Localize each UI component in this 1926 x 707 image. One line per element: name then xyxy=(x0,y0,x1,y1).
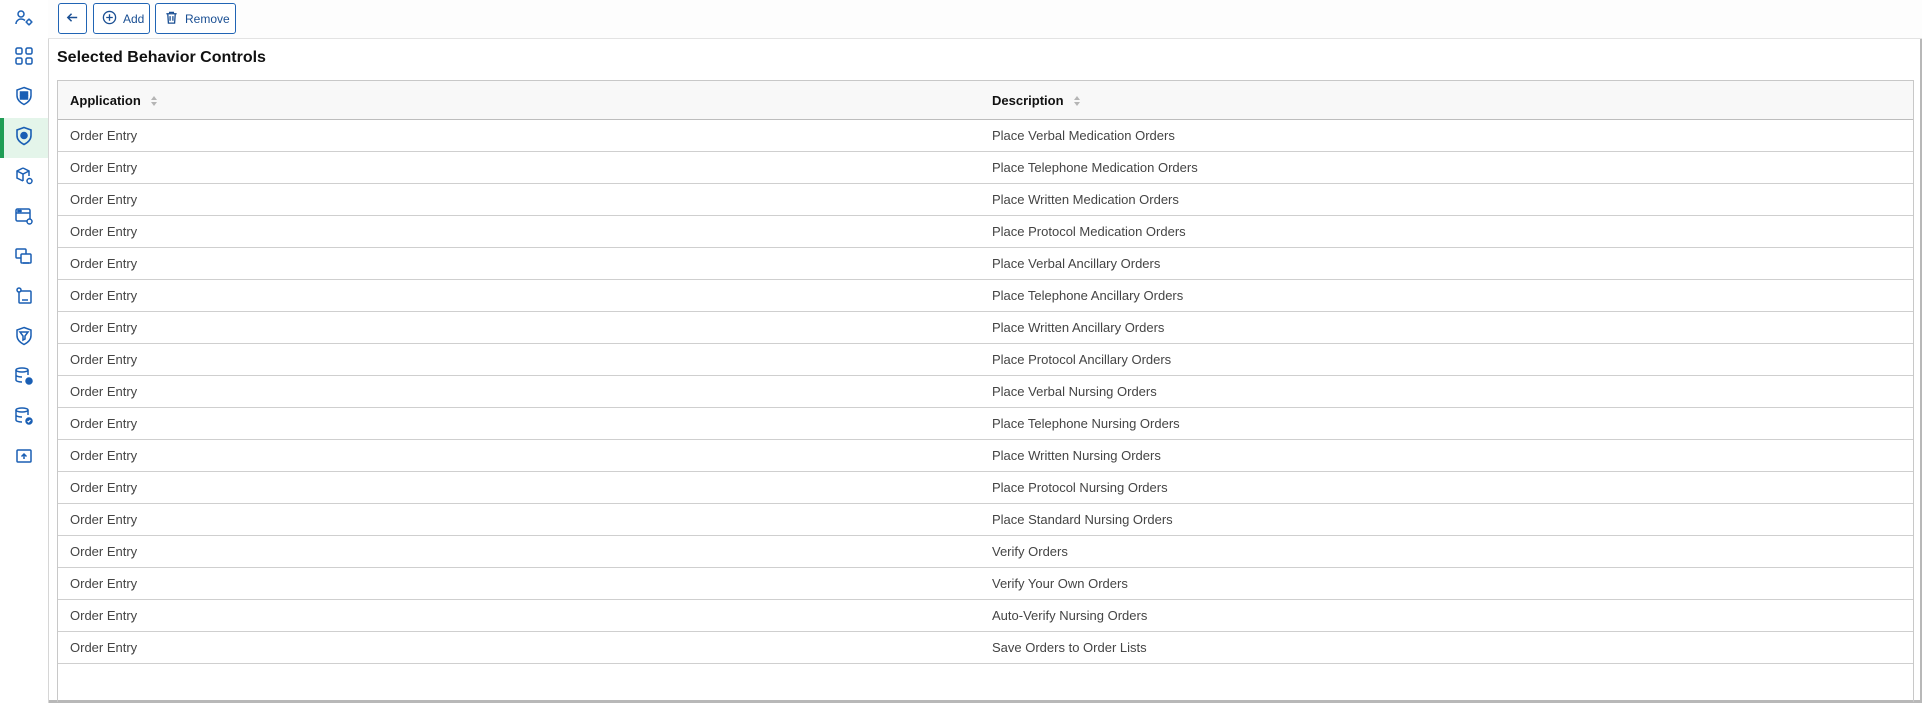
cube-settings-icon xyxy=(14,166,34,191)
sidebar-item-shield-grid[interactable] xyxy=(0,78,48,118)
cell-description: Place Standard Nursing Orders xyxy=(980,504,1913,536)
plus-circle-icon xyxy=(102,10,117,28)
table-row[interactable] xyxy=(58,376,1913,408)
trash-icon xyxy=(164,10,179,28)
cell-application: Order Entry xyxy=(58,536,980,568)
cell-application: Order Entry xyxy=(58,152,980,184)
sidebar-item-apps[interactable] xyxy=(0,38,48,78)
cell-application: Order Entry xyxy=(58,600,980,632)
cell-application: Order Entry xyxy=(58,632,980,664)
sidebar-item-database[interactable] xyxy=(0,358,48,398)
cell-application: Order Entry xyxy=(58,120,980,152)
sidebar-item-packages[interactable] xyxy=(0,158,48,198)
table-body xyxy=(58,120,1913,664)
user-settings-icon xyxy=(14,8,34,33)
table-row[interactable] xyxy=(58,472,1913,504)
add-button-label: Add xyxy=(123,11,145,26)
table-row[interactable] xyxy=(58,344,1913,376)
cell-description: Place Telephone Ancillary Orders xyxy=(980,280,1913,312)
shield-check-icon xyxy=(14,126,34,151)
table-row[interactable] xyxy=(58,568,1913,600)
table-row[interactable] xyxy=(58,504,1913,536)
page-title: Selected Behavior Controls xyxy=(57,49,266,66)
cell-application: Order Entry xyxy=(58,504,980,536)
table-row[interactable] xyxy=(58,632,1913,664)
sort-icon xyxy=(150,95,158,107)
toolbar xyxy=(48,0,1922,39)
cell-description: Verify Your Own Orders xyxy=(980,568,1913,600)
cell-description: Place Written Medication Orders xyxy=(980,184,1913,216)
table-row[interactable] xyxy=(58,600,1913,632)
window-settings-icon xyxy=(14,206,34,231)
cell-description: Save Orders to Order Lists xyxy=(980,632,1913,664)
cell-application: Order Entry xyxy=(58,408,980,440)
cell-application: Order Entry xyxy=(58,248,980,280)
sidebar-item-users[interactable] xyxy=(0,0,48,40)
cell-application: Order Entry xyxy=(58,312,980,344)
cell-application: Order Entry xyxy=(58,376,980,408)
sidebar-item-behavior-controls[interactable] xyxy=(0,118,48,158)
devices-icon xyxy=(14,246,34,271)
table-header-row xyxy=(58,81,1913,120)
cell-description: Place Protocol Medication Orders xyxy=(980,216,1913,248)
column-header-label: Description xyxy=(992,92,1064,108)
sidebar-item-database-verified[interactable] xyxy=(0,398,48,438)
cell-description: Auto-Verify Nursing Orders xyxy=(980,600,1913,632)
sidebar-item-uploads[interactable] xyxy=(0,438,48,478)
cell-description: Place Telephone Nursing Orders xyxy=(980,408,1913,440)
table-row[interactable] xyxy=(58,184,1913,216)
cell-application: Order Entry xyxy=(58,184,980,216)
table-row[interactable] xyxy=(58,248,1913,280)
cell-description: Place Verbal Nursing Orders xyxy=(980,376,1913,408)
behavior-controls-table xyxy=(57,80,1914,702)
folder-upload-icon xyxy=(14,446,34,471)
remove-button[interactable] xyxy=(155,3,236,34)
cell-application: Order Entry xyxy=(58,216,980,248)
cell-description: Place Verbal Ancillary Orders xyxy=(980,248,1913,280)
column-header-application[interactable] xyxy=(58,81,980,120)
table-row[interactable] xyxy=(58,408,1913,440)
cell-description: Place Telephone Medication Orders xyxy=(980,152,1913,184)
cell-application: Order Entry xyxy=(58,440,980,472)
cell-application: Order Entry xyxy=(58,568,980,600)
table-row[interactable] xyxy=(58,280,1913,312)
table-row[interactable] xyxy=(58,536,1913,568)
sidebar-nav xyxy=(0,0,49,703)
cell-description: Place Written Nursing Orders xyxy=(980,440,1913,472)
cell-description: Place Protocol Nursing Orders xyxy=(980,472,1913,504)
table-row[interactable] xyxy=(58,152,1913,184)
sidebar-item-windows[interactable] xyxy=(0,198,48,238)
sort-icon xyxy=(1073,95,1081,107)
database-check-icon xyxy=(14,366,34,391)
cell-description: Verify Orders xyxy=(980,536,1913,568)
cell-description: Place Protocol Ancillary Orders xyxy=(980,344,1913,376)
cell-application: Order Entry xyxy=(58,472,980,504)
arrow-left-icon xyxy=(65,10,80,28)
cell-application: Order Entry xyxy=(58,344,980,376)
terminal-settings-icon xyxy=(14,286,34,311)
sidebar-item-filters[interactable] xyxy=(0,318,48,358)
cell-description: Place Written Ancillary Orders xyxy=(980,312,1913,344)
remove-button-label: Remove xyxy=(185,11,230,26)
database-verified-icon xyxy=(14,406,34,431)
table-row[interactable] xyxy=(58,312,1913,344)
shield-grid-icon xyxy=(14,86,34,111)
apps-grid-icon xyxy=(14,46,34,71)
column-header-label: Application xyxy=(70,92,141,108)
column-header-description[interactable] xyxy=(980,81,1913,120)
cell-description: Place Verbal Medication Orders xyxy=(980,120,1913,152)
table-row[interactable] xyxy=(58,216,1913,248)
sidebar-item-terminals[interactable] xyxy=(0,278,48,318)
back-button[interactable] xyxy=(58,3,87,34)
add-button[interactable] xyxy=(93,3,150,34)
sidebar-item-devices[interactable] xyxy=(0,238,48,278)
table-row[interactable] xyxy=(58,120,1913,152)
shield-filter-icon xyxy=(14,326,34,351)
table-row[interactable] xyxy=(58,440,1913,472)
cell-application: Order Entry xyxy=(58,280,980,312)
